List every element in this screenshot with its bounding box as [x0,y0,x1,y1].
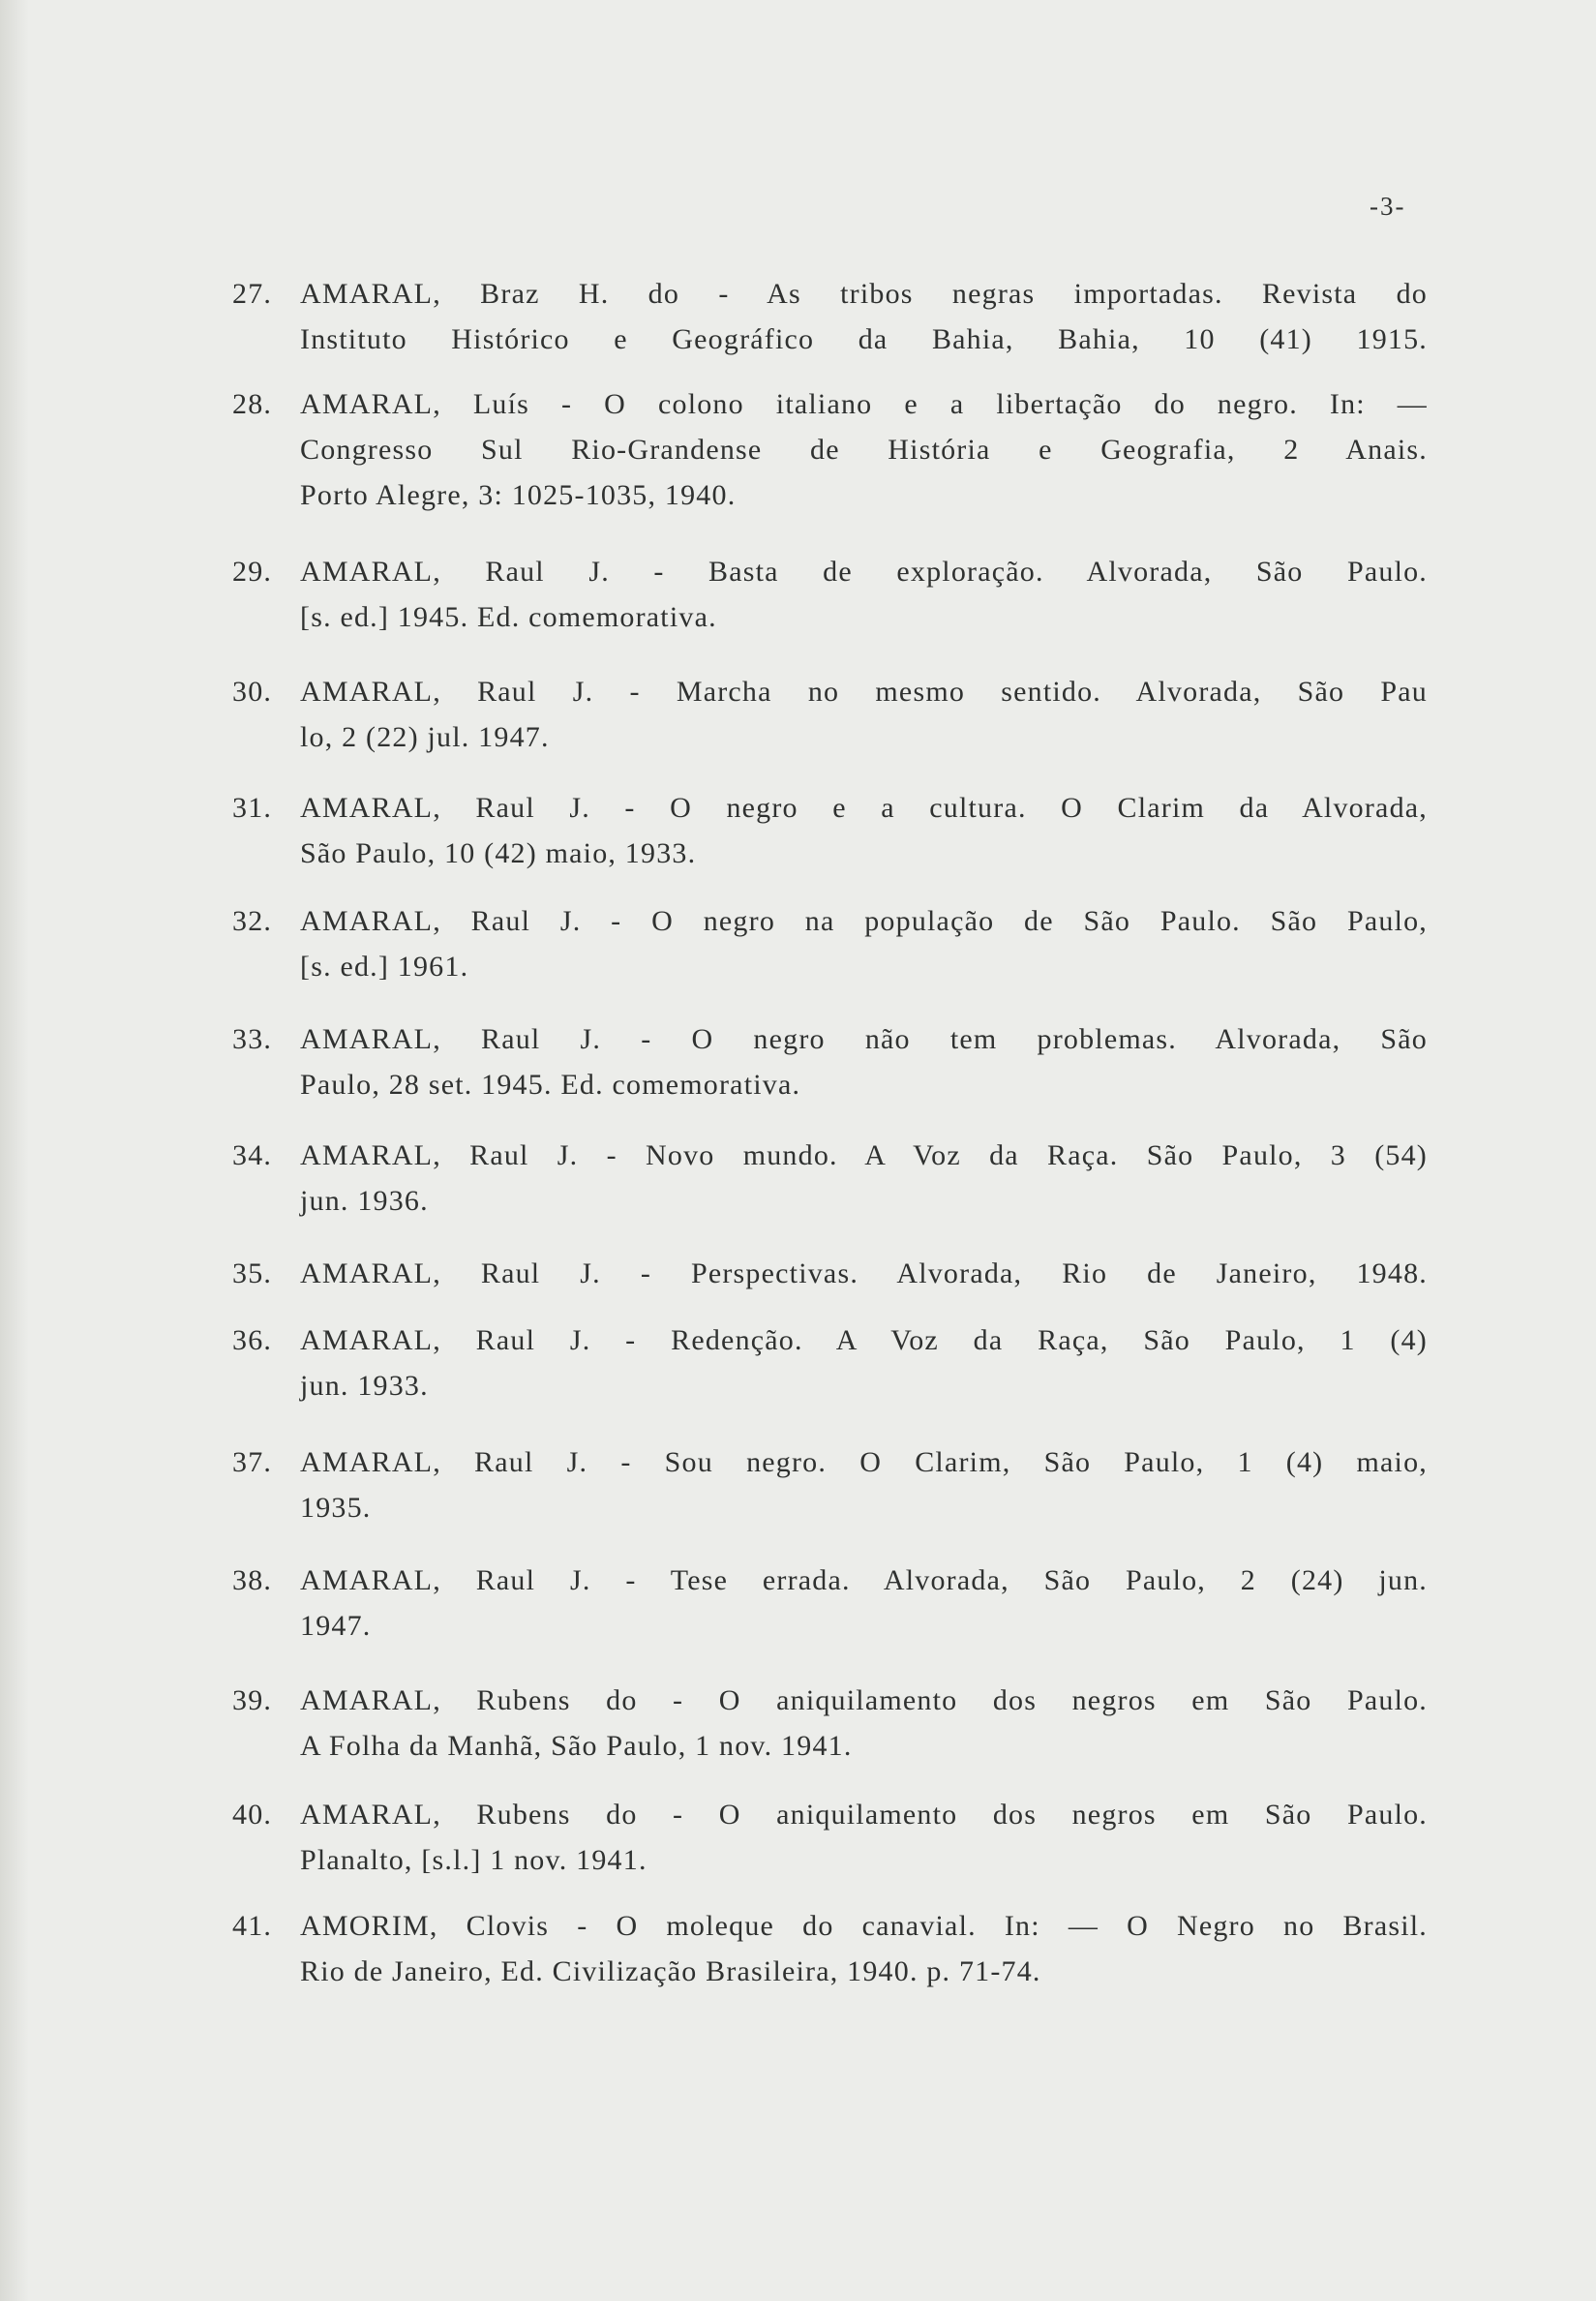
page-edge-shadow [0,0,29,2301]
entry-line: AMARAL, Raul J. - Sou negro. O Clarim, São Paulo, 1 (4) maio, [300,1446,1428,1478]
entry-line: AMARAL, Raul J. - O negro na população de São Paulo. São Paulo, [300,905,1428,937]
entry-line: AMARAL, Rubens do - O aniquilamento dos negros em São Paulo. [300,1799,1428,1831]
page-number: -3- [1370,192,1406,221]
entry-line: AMARAL, Braz H. do - As tribos negras importadas. Revista do [300,278,1428,310]
entry-line: AMARAL, Raul J. - Novo mundo. A Voz da Raça. São Paulo, 3 (54) [300,1139,1428,1171]
entry-number: 32. [232,905,273,937]
bibliography-entry [232,381,1428,518]
entry-line: Rio de Janeiro, Ed. Civilização Brasileira, 1940. p. 71-74. [300,1955,1041,1987]
bibliography-entry [232,1133,1428,1224]
bibliography-entry [232,1439,1428,1530]
entry-line: AMARAL, Raul J. - Basta de exploração. Alvorada, São Paulo. [300,556,1428,588]
entry-line: AMARAL, Raul J. - O negro não tem problemas. Alvorada, São [300,1023,1428,1055]
entry-number: 29. [232,556,273,588]
bibliography-entry [232,898,1428,989]
entry-number: 37. [232,1446,273,1478]
entry-line: AMARAL, Luís - O colono italiano e a libertação do negro. In: — [300,388,1428,420]
entry-number: 39. [232,1684,273,1716]
entry-line: AMARAL, Raul J. - Tese errada. Alvorada, São Paulo, 2 (24) jun. [300,1564,1428,1596]
bibliography-entry [232,1251,1428,1296]
entry-line: São Paulo, 10 (42) maio, 1933. [300,837,697,869]
entry-number: 30. [232,676,273,708]
bibliography-entry [232,271,1428,362]
entry-line: AMARAL, Raul J. - Marcha no mesmo sentido. Alvorada, São Pau [300,676,1428,708]
entry-line: lo, 2 (22) jul. 1947. [300,721,550,753]
entry-number: 31. [232,792,273,824]
entry-line: jun. 1933. [300,1370,429,1402]
entry-number: 33. [232,1023,273,1055]
bibliography-entry [232,1558,1428,1649]
bibliography-entry [232,669,1428,760]
entry-number: 35. [232,1257,273,1289]
bibliography-entry [232,1792,1428,1883]
entry-line: Paulo, 28 set. 1945. Ed. comemorativa. [300,1069,801,1101]
bibliography-entry [232,1678,1428,1769]
entry-line: 1947. [300,1610,372,1642]
entry-line: jun. 1936. [300,1185,429,1217]
entry-number: 28. [232,388,273,420]
entry-number: 34. [232,1139,273,1171]
entry-line: Planalto, [s.l.] 1 nov. 1941. [300,1844,647,1876]
entry-line: Congresso Sul Rio-Grandense de História e Geografia, 2 Anais. [300,434,1428,466]
entry-line: AMARAL, Raul J. - Perspectivas. Alvorada, Rio de Janeiro, 1948. [300,1257,1428,1289]
entry-line: 1935. [300,1492,372,1524]
entry-number: 36. [232,1324,273,1356]
entry-number: 38. [232,1564,273,1596]
bibliography-entry [232,1016,1428,1107]
entry-number: 40. [232,1799,273,1831]
bibliography-entry [232,549,1428,640]
bibliography-entry [232,785,1428,876]
entry-line: Instituto Histórico e Geográfico da Bahia, Bahia, 10 (41) 1915. [300,323,1428,355]
entry-line: AMARAL, Raul J. - O negro e a cultura. O Clarim da Alvorada, [300,792,1428,824]
entry-number: 27. [232,278,273,310]
entry-line: AMARAL, Rubens do - O aniquilamento dos negros em São Paulo. [300,1684,1428,1716]
entry-line: AMARAL, Raul J. - Redenção. A Voz da Raça, São Paulo, 1 (4) [300,1324,1428,1356]
entry-line: Porto Alegre, 3: 1025-1035, 1940. [300,479,737,511]
entry-number: 41. [232,1910,273,1942]
entry-line: [s. ed.] 1945. Ed. comemorativa. [300,601,717,633]
entry-line: AMORIM, Clovis - O moleque do canavial. In: — O Negro no Brasil. [300,1910,1428,1942]
entry-line: [s. ed.] 1961. [300,951,469,983]
bibliography-entry [232,1317,1428,1408]
entry-line: A Folha da Manhã, São Paulo, 1 nov. 1941. [300,1730,853,1762]
bibliography-entry [232,1903,1428,1994]
